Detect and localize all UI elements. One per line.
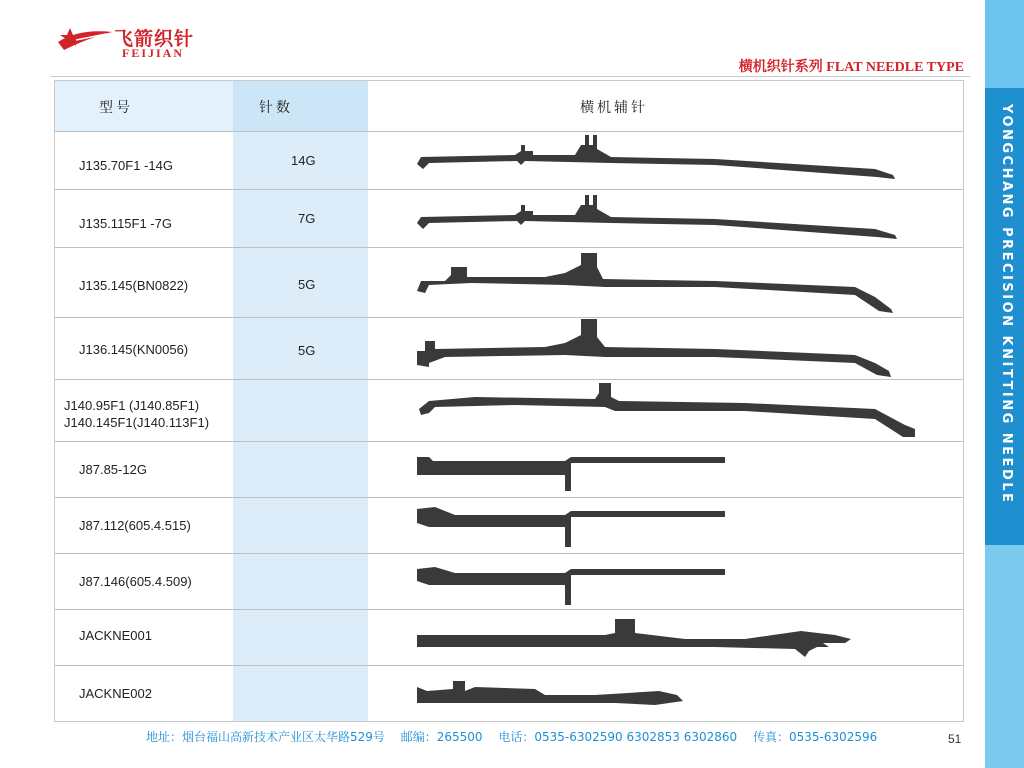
row-model: J135.115F1 -7G [79,216,172,231]
side-band-top [985,0,1024,88]
title-divider [50,76,970,77]
needle-image [415,379,935,441]
row-model: J136.145(KN0056) [79,342,189,357]
row-model: J135.70F1 -14G [79,158,173,173]
brand-logo [56,22,206,62]
needle-image [415,247,915,317]
header-shade-model [55,81,233,131]
row-model: J135.145(BN0822) [79,278,189,293]
header-image: 横机辅针 [580,100,648,116]
header-gauge: 针数 [259,100,293,116]
row-gauge: 5G [298,343,316,358]
needle-image [415,665,815,721]
side-band-bottom [985,545,1024,768]
footer-contact: 地址：烟台福山高新技术产业区太华路529号 邮编：265500 电话：0535-6302590 6302853 6302860 传真：0535-6302596 [146,730,878,744]
needle-image [415,131,915,189]
header-shade-gauge [233,81,368,131]
needle-image [415,189,915,247]
row-gauge: 14G [291,153,316,168]
needle-image [415,317,915,379]
gauge-column-shade [233,81,368,721]
brand-name-cn: 飞箭织针 [114,28,195,50]
page-number: 51 [948,732,962,746]
row-model: J87.85-12G [79,462,147,477]
needle-image [415,553,815,609]
arrow-star-logo-icon [56,22,114,56]
side-band-text: YONGCHANG PRECISION KNITTING NEEDLE [999,104,1014,505]
page-title: 横机织针系列 FLAT NEEDLE TYPE [738,60,964,75]
needle-table [54,80,964,722]
brand-name-en: FEIJIAN [122,46,185,60]
row-model: J87.146(605.4.509) [79,574,192,589]
row-gauge: 7G [298,211,316,226]
row-gauge: 5G [298,277,316,292]
header-model: 型号 [99,100,133,116]
row-model: J87.112(605.4.515) [79,518,191,533]
needle-image [415,497,815,553]
row-model: JACKNE001 [79,628,152,643]
row-model-line2: J140.145F1(J140.113F1) [64,415,210,430]
row-model-line1: J140.95F1 (J140.85F1) [64,398,200,413]
row-model: JACKNE002 [79,686,152,701]
needle-image [415,609,915,665]
needle-image [415,441,815,497]
